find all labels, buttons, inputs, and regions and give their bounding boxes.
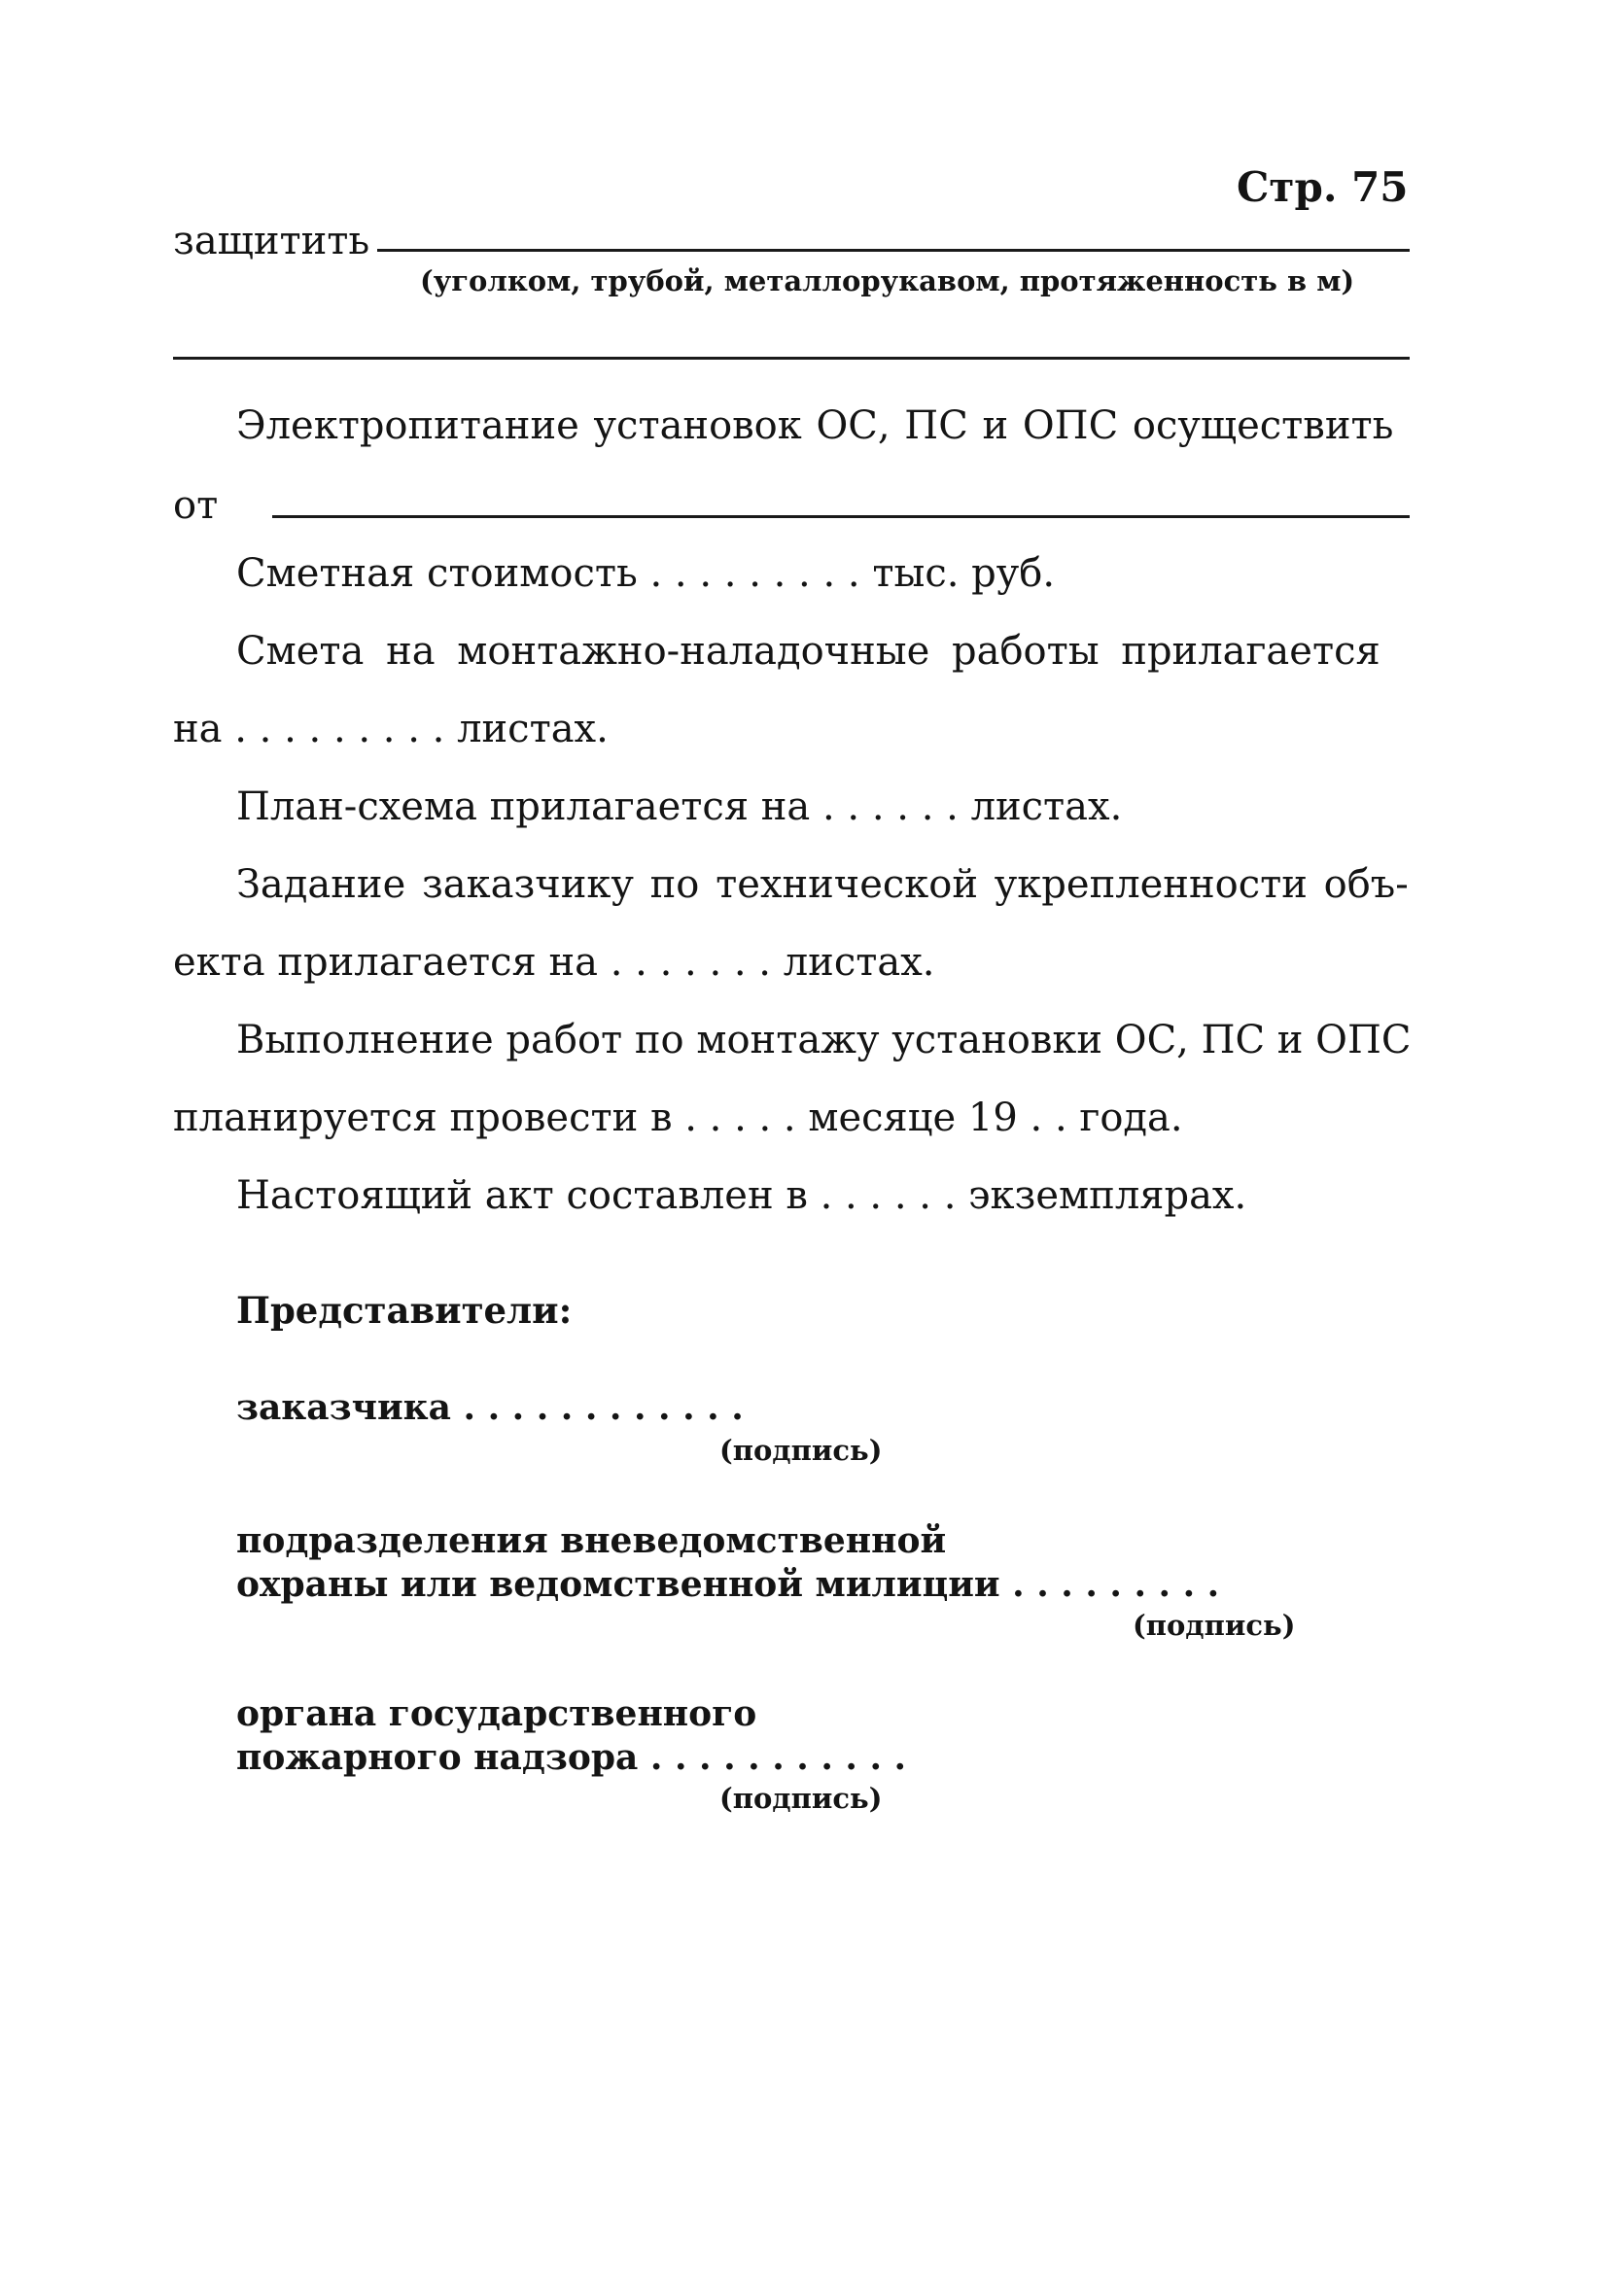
works-prefix: планируется провести в — [173, 1096, 673, 1140]
plan-line — [236, 784, 1123, 829]
fire-line-2: пожарного надзора — [236, 1737, 639, 1778]
cost-suffix: тыс. руб. — [859, 551, 1056, 596]
copies-dots: . . . . . . — [807, 1173, 957, 1218]
protect-label: защитить — [173, 219, 370, 263]
plan-prefix: План-схема прилагается на — [236, 784, 811, 829]
copies-line — [236, 1173, 1247, 1218]
works-mid: месяце 19 — [795, 1096, 1018, 1140]
task-prefix: екта прилагается на — [173, 940, 599, 985]
task-suffix: листах. — [771, 940, 935, 985]
install-line-1: Смета на монтажно-наладочные работы прилагается — [236, 629, 1380, 674]
fire-signature-caption: (подпись) — [719, 1782, 883, 1815]
plan-suffix: листах. — [958, 784, 1123, 829]
copies-suffix: экземплярах. — [956, 1173, 1247, 1218]
install-suffix: листах. — [444, 707, 609, 751]
fire-signature-line — [236, 1737, 907, 1778]
customer-dots: . . . . . . . . . . . . — [450, 1387, 744, 1428]
security-line-1: подразделения вневедомственной — [236, 1520, 947, 1561]
cost-line — [236, 551, 1056, 596]
install-dots: . . . . . . . . . — [222, 707, 445, 751]
works-suffix: года. — [1066, 1096, 1183, 1140]
separator-line — [173, 357, 1410, 360]
power-line-1: Электропитание установок ОС, ПС и ОПС осуществить — [236, 403, 1394, 448]
install-line-2 — [173, 707, 609, 751]
customer-signature-caption: (подпись) — [719, 1434, 883, 1467]
customer-signature-line — [236, 1387, 744, 1428]
copies-prefix: Настоящий акт составлен в — [236, 1173, 808, 1218]
security-signature-caption: (подпись) — [1133, 1609, 1296, 1642]
protect-caption: (уголком, трубой, металлорукавом, протяженность в м) — [420, 264, 1355, 297]
cost-prefix: Сметная стоимость — [236, 551, 638, 596]
power-line-2-prefix: от — [173, 483, 219, 528]
task-line-2 — [173, 940, 935, 985]
fire-dots: . . . . . . . . . . . — [638, 1737, 907, 1778]
protect-fill-line — [377, 249, 1410, 252]
install-prefix: на — [173, 707, 223, 751]
security-signature-line — [236, 1564, 1220, 1605]
customer-label: заказчика — [236, 1387, 451, 1428]
works-dots: . . . . . — [672, 1096, 796, 1140]
works-line-2 — [173, 1096, 1183, 1140]
representatives-heading: Представители: — [236, 1289, 573, 1332]
security-dots: . . . . . . . . . — [999, 1564, 1220, 1605]
security-line-2: охраны или ведомственной милиции — [236, 1564, 1000, 1605]
plan-dots: . . . . . . — [810, 784, 959, 829]
page-number: Стр. 75 — [1237, 163, 1409, 211]
fire-line-1: органа государственного — [236, 1693, 757, 1734]
power-fill-line — [272, 515, 1410, 518]
cost-dots: . . . . . . . . . — [637, 551, 860, 596]
works-dots-year: . . — [1017, 1096, 1067, 1140]
task-line-1: Задание заказчику по технической укрепленности объ- — [236, 862, 1409, 907]
works-line-1: Выполнение работ по монтажу установки ОС, ПС и ОПС — [236, 1018, 1412, 1062]
task-dots: . . . . . . . — [598, 940, 772, 985]
